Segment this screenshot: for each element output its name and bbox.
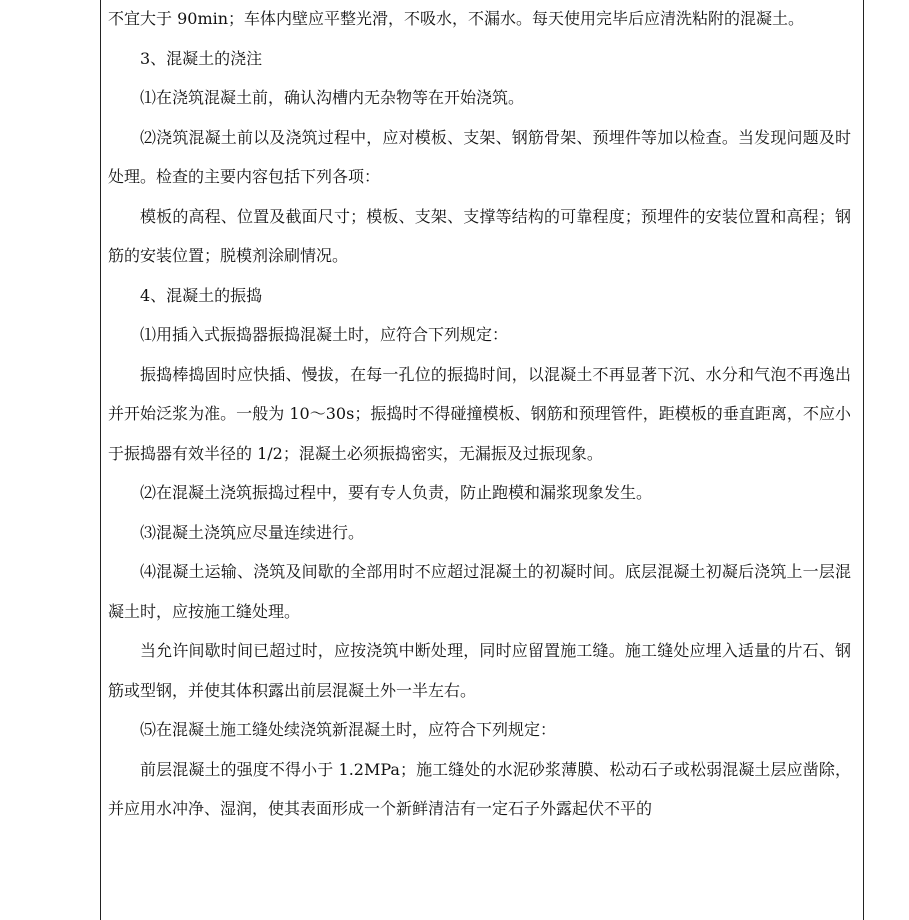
paragraph: ⑴用插入式振捣器振捣混凝土时，应符合下列规定： <box>140 325 509 344</box>
paragraph: 当允许间歇时间已超过时，应按浇筑中断处理，同时应留置施工缝。施工缝处应埋入适量的片石、钢筋或型钢，并使其体积露出前层混凝土外一半左右。 <box>108 641 851 700</box>
paragraph: ⑷混凝土运输、浇筑及间歇的全部用时不应超过混凝土的初凝时间。底层混凝土初凝后浇筑上一层混凝土时，应按施工缝处理。 <box>108 562 851 621</box>
paragraph-continued: 不宜大于 90min；车体内壁应平整光滑，不吸水，不漏水。每天使用完毕后应清洗粘附的混凝土。 <box>108 9 805 28</box>
paragraph: ⑵在混凝土浇筑振捣过程中，要有专人负责，防止跑模和漏浆现象发生。 <box>140 483 653 502</box>
section-heading-pouring: 3、混凝土的浇注 <box>140 48 263 68</box>
table-border-left <box>100 0 101 920</box>
document-body <box>108 0 851 829</box>
paragraph: 振捣棒捣固时应快插、慢拔，在每一孔位的振捣时间，以混凝土不再显著下沉、水分和气泡不再逸出并开始泛浆为准。一般为 10～30s；振捣时不得碰撞模板、钢筋和预理管件，距模板的垂直距离，不应小于振捣器有效半径的 1/2；混凝土必须振捣密实，无漏振及过振现象。 <box>108 364 851 463</box>
section-heading-vibration: 4、混凝土的振捣 <box>140 285 263 305</box>
paragraph: ⑸在混凝土施工缝处续浇筑新混凝土时，应符合下列规定： <box>140 720 557 739</box>
paragraph: ⑴在浇筑混凝土前，确认沟槽内无杂物等在开始浇筑。 <box>140 88 525 107</box>
paragraph: ⑶混凝土浇筑应尽量连续进行。 <box>140 522 365 542</box>
paragraph: ⑵浇筑混凝土前以及浇筑过程中，应对模板、支架、钢筋骨架、预埋件等加以检查。当发现问题及时处理。检查的主要内容包括下列各项： <box>108 127 851 186</box>
paragraph: 模板的高程、位置及截面尺寸；模板、支架、支撑等结构的可靠程度；预埋件的安装位置和高程；钢筋的安装位置；脱模剂涂刷情况。 <box>108 206 851 265</box>
table-border-right <box>863 0 864 920</box>
paragraph: 前层混凝土的强度不得小于 1.2MPa；施工缝处的水泥砂浆薄膜、松动石子或松弱混凝土层应凿除，并应用水冲净、湿润，使其表面形成一个新鲜清洁有一定石子外露起伏不平的 <box>108 759 851 818</box>
